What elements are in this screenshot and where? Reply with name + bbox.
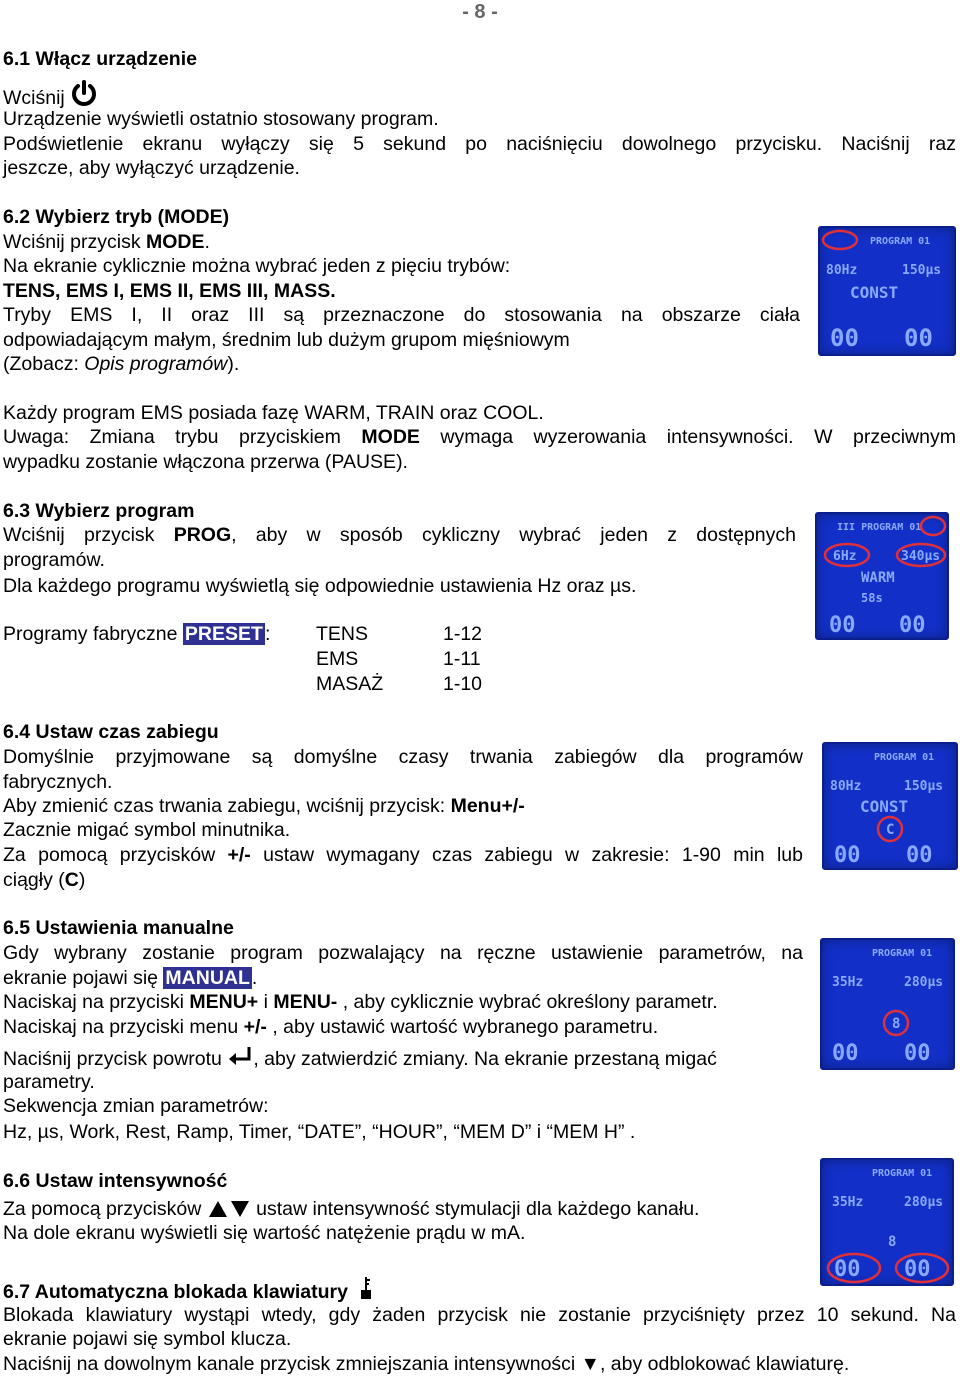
text-line: ekranie pojawi się symbol klucza. [3, 1328, 292, 1350]
text: ustaw intensywność stymulacji dla każdego kanału. [250, 1198, 700, 1220]
lcd-display-intensity [820, 1158, 954, 1286]
lcd-top: PROGRAM 01 [872, 948, 933, 959]
mode-list: TENS, EMS I, EMS II, EMS III, MASS. [3, 280, 336, 302]
text-line: Sekwencja zmian parametrów: [3, 1095, 269, 1117]
text-line [3, 352, 239, 377]
lcd-bottom-left: 00 [832, 1041, 859, 1066]
text-line [3, 966, 257, 991]
text-line [3, 990, 718, 1015]
plus-minus-key: +/- [243, 1016, 267, 1038]
mode-key: MODE [361, 426, 420, 448]
preset-range: 1-12 [443, 623, 483, 645]
text: , aby w sposób cykliczny wybrać jeden z dostępnych [231, 524, 796, 546]
lcd-sub: 8 [892, 1016, 901, 1032]
text: Aby zmienić czas trwania zabiegu, wciśnij przycisk: [3, 795, 451, 817]
lcd-display-mode [818, 226, 956, 356]
text-line: Hz, µs, Work, Rest, Ramp, Timer, “DATE”, “HOUR”, “MEM D” i “MEM H” . [3, 1121, 636, 1143]
lcd-right: 150µs [902, 263, 942, 278]
text: Za pomocą przycisków [3, 844, 228, 866]
text: (Zobacz: [3, 353, 85, 375]
text-line [3, 794, 525, 819]
presets-label [3, 622, 270, 647]
text-line: Gdy wybrany zostanie program pozwalający na ręczne ustawienie parametrów, na [3, 942, 803, 964]
preset-range: 1-10 [443, 673, 483, 695]
preset-name: TENS [316, 623, 369, 645]
menu-key: Menu+/- [450, 795, 525, 817]
text: wymaga wyzerowania intensywności. W przeciwnym [419, 426, 956, 448]
text: . [204, 231, 210, 253]
text: , aby zatwierdzić zmiany. Na ekranie przestaną migać [253, 1048, 717, 1070]
section-title-6-5: 6.5 Ustawienia manualne [3, 917, 234, 939]
text: ) [78, 869, 86, 891]
text-line: Każdy program EMS posiada fazę WARM, TRAIN oraz COOL. [3, 402, 544, 424]
reference: Opis programów [84, 353, 228, 375]
lcd-mid: CONST [850, 283, 899, 302]
text: , aby cyklicznie wybrać określony parametr. [337, 991, 718, 1013]
text: Za pomocą przycisków [3, 1198, 207, 1220]
highlight-marker [921, 517, 945, 535]
mode-key: MODE [146, 231, 205, 253]
text: ciągły ( [3, 869, 65, 891]
menu-plus-key: MENU+ [189, 991, 259, 1013]
lcd-top: PROGRAM 01 [874, 752, 935, 763]
text-line: programów. [3, 549, 105, 571]
text-line [3, 230, 210, 255]
preset-highlight: PRESET [184, 623, 263, 645]
lcd-top: PROGRAM 01 [870, 236, 931, 247]
lcd-display-program [815, 512, 949, 640]
preset-range: 1-11 [443, 648, 481, 670]
text-line: Domyślnie przyjmowane są domyślne czasy trwania zabiegów dla programów [3, 746, 803, 768]
preset-name: EMS [316, 648, 359, 670]
lcd-bottom-left: 00 [834, 843, 861, 868]
lcd-mid: CONST [860, 797, 909, 816]
lcd-sub: C [886, 822, 895, 838]
text-line: odpowiadającym małym, średnim lub dużym grupom mięśniowym [3, 329, 570, 351]
lcd-display-timer [822, 742, 958, 870]
text-line: Na dole ekranu wyświetli się wartość natężenie prądu w mA. [3, 1222, 526, 1244]
section-title-6-3: 6.3 Wybierz program [3, 500, 195, 522]
section-title-6-4: 6.4 Ustaw czas zabiegu [3, 721, 219, 743]
text-line: Tryby EMS I, II oraz III są przeznaczone do stosowania na obszarze ciała [3, 304, 800, 326]
lcd-bottom-right: 00 [904, 324, 933, 352]
text: Wciśnij [3, 87, 65, 109]
lcd-bottom-left: 00 [829, 613, 856, 638]
lcd-sub: 8 [888, 1234, 897, 1250]
section-title-6-2: 6.2 Wybierz tryb (MODE) [3, 206, 230, 228]
text-line: fabrycznych. [3, 771, 113, 793]
text-line: jeszcze, aby wyłączyć urządzenie. [3, 157, 300, 179]
manual-highlight: MANUAL [165, 967, 250, 989]
text-line: wypadku zostanie włączona przerwa (PAUSE). [3, 451, 408, 473]
menu-minus-key: MENU- [273, 991, 338, 1013]
lcd-left: 35Hz [832, 975, 864, 990]
text: : [264, 623, 271, 645]
lcd-mid: WARM [861, 570, 895, 586]
text: Naciśnij przycisk powrotu [3, 1048, 228, 1070]
section-title-6-6: 6.6 Ustaw intensywność [3, 1170, 228, 1192]
lcd-bottom-right: 00 [904, 1257, 931, 1282]
lcd-top: III PROGRAM 01 [837, 522, 922, 533]
text-line: Podświetlenie ekranu wyłączy się 5 sekund po naciśnięciu dowolnego przycisku. Naciśnij raz [3, 133, 956, 155]
section-title-6-1: 6.1 Włącz urządzenie [3, 48, 197, 70]
text-line [3, 868, 85, 893]
plus-minus-key: +/- [227, 844, 251, 866]
preset-name: MASAŻ [316, 673, 384, 695]
text: , aby ustawić wartość wybranego parametru. [266, 1016, 659, 1038]
lcd-right: 280µs [904, 975, 944, 990]
lcd-bottom-left: 00 [830, 324, 859, 352]
text: ustaw wymagany czas zabiegu w zakresie: 1-90 min lub [250, 844, 803, 866]
lcd-left: 80Hz [830, 779, 862, 794]
text-line [3, 523, 796, 548]
text: i [258, 991, 274, 1013]
text: Uwaga: Zmiana trybu przyciskiem [3, 426, 362, 448]
lcd-left: 80Hz [826, 263, 858, 278]
text: 6.7 Automatyczna blokada klawiatury [3, 1281, 348, 1303]
lcd-sub: 58s [861, 591, 883, 605]
text-line [3, 1045, 717, 1076]
page-number: - 8 - [462, 1, 498, 23]
prog-key: PROG [173, 524, 232, 546]
text-line [3, 1015, 658, 1040]
highlight-marker [823, 231, 857, 249]
text-line: Dla każdego programu wyświetlą się odpowiednie ustawienia Hz oraz µs. [3, 575, 637, 597]
text-line: Zacznie migać symbol minutnika. [3, 819, 291, 841]
lcd-top: PROGRAM 01 [872, 1168, 933, 1179]
text-line: Blokada klawiatury wystąpi wtedy, gdy żaden przycisk nie zostanie przyciśnięty przez 10 sekund. Na [3, 1304, 956, 1326]
text: Naciskaj na przyciski menu [3, 1016, 244, 1038]
text-line [3, 843, 803, 868]
lcd-right: 340µs [901, 549, 941, 564]
lcd-right: 150µs [904, 779, 944, 794]
text-line [3, 425, 956, 450]
text: Programy fabryczne [3, 623, 183, 645]
text-line: Urządzenie wyświetli ostatnio stosowany program. [3, 108, 439, 130]
lcd-right: 280µs [904, 1195, 944, 1210]
text: Wciśnij przycisk [3, 231, 147, 253]
lcd-bottom-right: 00 [906, 843, 933, 868]
text: Wciśnij przycisk [3, 524, 174, 546]
lcd-left: 35Hz [832, 1195, 864, 1210]
text-line: Na ekranie cyklicznie można wybrać jeden z pięciu trybów: [3, 255, 511, 277]
text: . [251, 967, 258, 989]
text-line: parametry. [3, 1071, 95, 1093]
text: ekranie pojawi się [3, 967, 164, 989]
return-icon [227, 1045, 253, 1076]
text: ). [227, 353, 240, 375]
lcd-bottom-right: 00 [904, 1041, 931, 1066]
continuous-key: C [64, 869, 79, 891]
text: Naciskaj na przyciski [3, 991, 190, 1013]
lcd-display-manual [820, 938, 955, 1070]
lcd-left: 6Hz [833, 549, 857, 564]
lcd-bottom-right: 00 [899, 613, 926, 638]
text-line: Naciśnij na dowolnym kanale przycisk zmniejszania intensywności ▼, aby odblokować klawiaturę. [3, 1353, 850, 1375]
lcd-bottom-left: 00 [834, 1257, 861, 1282]
